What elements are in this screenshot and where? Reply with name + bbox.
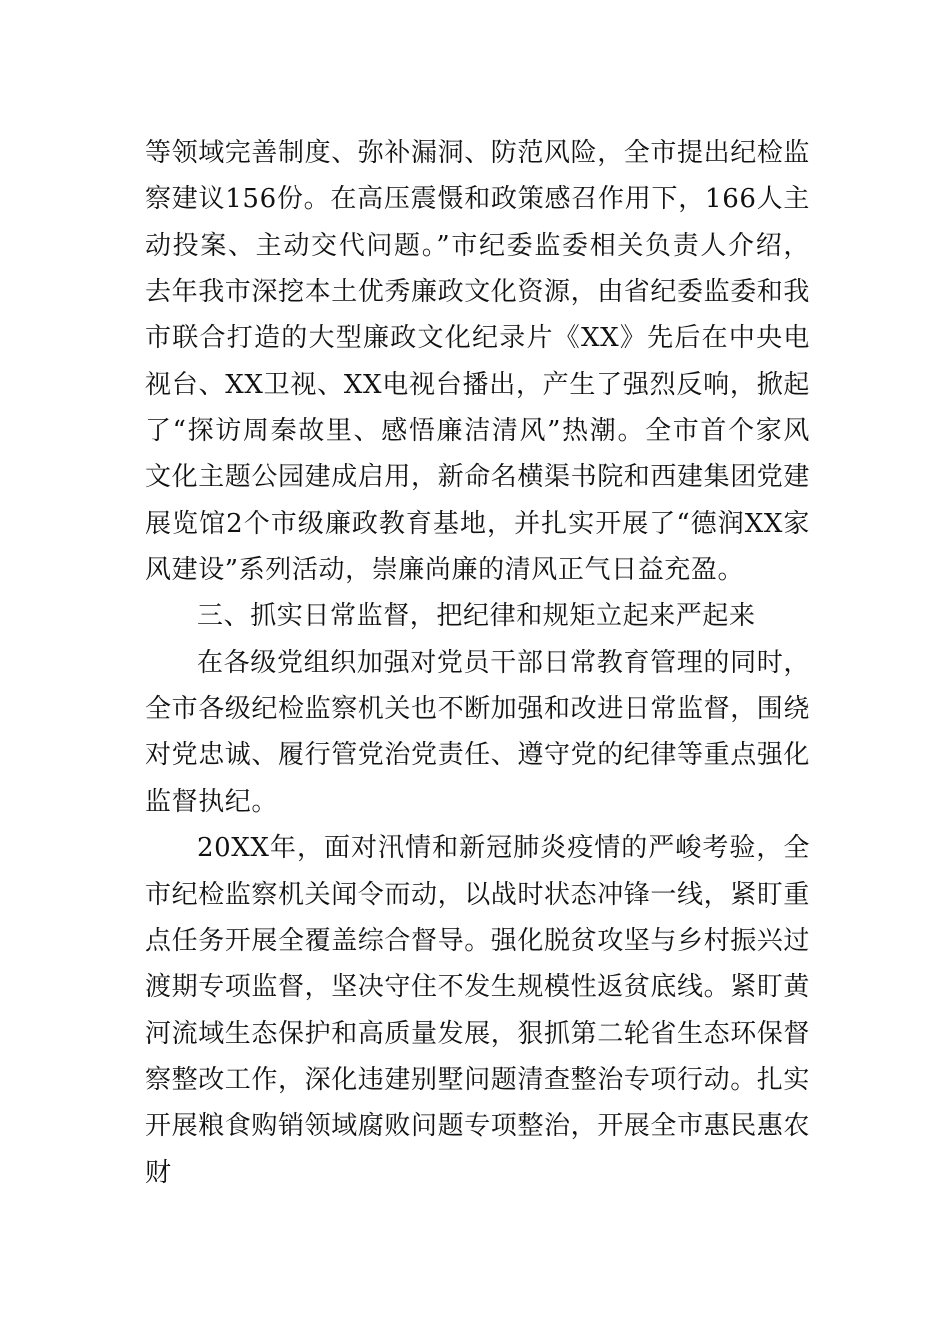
section-heading: 三、抓实日常监督，把纪律和规矩立起来严起来 bbox=[197, 601, 756, 632]
paragraph-continuation: 等领域完善制度、弥补漏洞、防范风险，全市提出纪检监察建议156份。在高压震慑和政策感召作用下，166人主动投案、主动交代问题。”市纪委监委相关负责人介绍，去年我市深挖本土优秀廉政文化资源，由省纪委监委和我市联合打造的大型廉政文化纪录片《XX》先后在中央电视台、XX卫视、XX电视台播出，产生了强烈反响，掀起了“探访周秦故里、感悟廉洁清风”热潮。全市首个家风文化主题公园建成启用，新命名横渠书院和西建集团党建展览馆2个市级廉政教育基地，并扎实开展了“德润XX家风建设”系列活动，崇廉尚廉的清风正气日益充盈。 bbox=[145, 138, 811, 586]
paragraph-20xx: 20XX年，面对汛情和新冠肺炎疫情的严峻考验，全市纪检监察机关闻令而动，以战时状态冲锋一线，紧盯重点任务开展全覆盖综合督导。强化脱贫攻坚与乡村振兴过渡期专项监督，坚决守住不发生规模性返贫底线。紧盯黄河流域生态保护和高质量发展，狠抓第二轮省生态环保督察整改工作，深化违建别墅问题清查整治专项行动。扎实开展粮食购销领域腐败问题专项整治，开展全市惠民惠农财 bbox=[145, 833, 811, 1188]
body-text bbox=[145, 130, 810, 1196]
paragraph-daily-supervision: 在各级党组织加强对党员干部日常教育管理的同时，全市各级纪检监察机关也不断加强和改进日常监督，围绕对党忠诚、履行管党治党责任、遵守党的纪律等重点强化监督执纪。 bbox=[145, 647, 811, 817]
